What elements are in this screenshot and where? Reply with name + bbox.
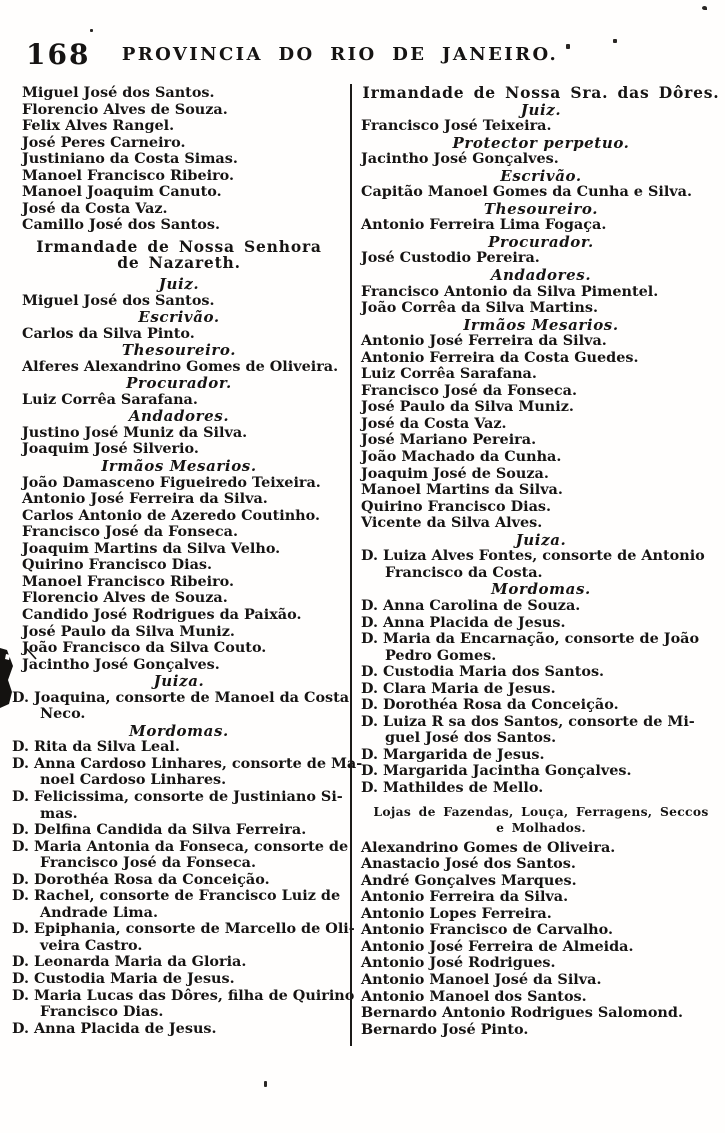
- person-name-line: D. Epiphania, consorte de Marcello de Oli-: [12, 920, 355, 938]
- pen-tick-mark: [26, 648, 37, 660]
- person-name-line: D. Dorothéa Rosa da Conceição.: [12, 870, 270, 888]
- person-name-line: João Machado da Cunha.: [361, 448, 562, 466]
- person-name-line: D. Felicissima, consorte de Justiniano Si-: [12, 787, 343, 805]
- person-name-continuation: Andrade Lima.: [40, 903, 158, 921]
- section-heading-line: Irmandade de Nossa Sra. das Dôres.: [362, 83, 720, 102]
- person-name-line: Antonio Ferreira da Costa Guedes.: [361, 348, 639, 366]
- person-name-line: José Peres Carneiro.: [22, 133, 186, 151]
- person-name-line: Joaquim José Silverio.: [22, 440, 199, 458]
- person-name-line: D. Mathildes de Mello.: [361, 778, 544, 796]
- person-name-line: D. Custodia Maria dos Santos.: [361, 663, 605, 681]
- person-name-line: Justiniano da Costa Simas.: [22, 150, 238, 168]
- person-name-line: Antonio José Rodrigues.: [361, 954, 556, 972]
- person-name-continuation: Neco.: [40, 705, 86, 723]
- person-name-line: Antonio Ferreira Lima Fogaça.: [361, 216, 607, 234]
- section-heading-line: Irmandade de Nossa Senhora: [36, 236, 322, 256]
- person-name-line: Francisco José da Fonseca.: [22, 523, 238, 541]
- person-name-line: José Paulo da Silva Muniz.: [22, 622, 235, 640]
- person-name-line: Miguel José dos Santos.: [22, 84, 215, 101]
- person-name-line: Antonio Ferreira da Silva.: [361, 888, 569, 906]
- person-name-continuation: guel José dos Santos.: [385, 729, 557, 747]
- scan-speck: [264, 1081, 267, 1087]
- person-name-line: Antonio Manoel dos Santos.: [361, 987, 587, 1005]
- person-name-line: D. Leonarda Maria da Gloria.: [12, 953, 247, 971]
- scan-speck: [702, 6, 707, 10]
- subsection-heading-line: Lojas de Fazendas, Louça, Ferragens, Seccos: [373, 803, 709, 819]
- person-name-continuation: veira Castro.: [40, 936, 143, 954]
- person-name-line: Florencio Alves de Souza.: [22, 589, 228, 607]
- person-name-continuation: Francisco da Costa.: [385, 563, 543, 581]
- person-name-line: Manoel Francisco Ribeiro.: [22, 572, 235, 590]
- person-name-line: Felix Alves Rangel.: [22, 117, 175, 135]
- person-name-line: Candido José Rodrigues da Paixão.: [22, 605, 302, 623]
- person-name-line: Francisco José Teixeira.: [361, 117, 552, 135]
- person-name-line: Manoel Joaquim Canuto.: [22, 183, 222, 201]
- person-name-line: Joaquim José de Souza.: [361, 464, 549, 482]
- person-name-line: Alexandrino Gomes de Oliveira.: [361, 838, 616, 856]
- person-name-line: Antonio Lopes Ferreira.: [361, 904, 552, 922]
- role-heading: Procurador.: [488, 232, 594, 251]
- person-name-line: André Gonçalves Marques.: [361, 871, 577, 889]
- person-name-line: Jacintho José Gonçalves.: [22, 655, 220, 673]
- person-name-line: Francisco José da Fonseca.: [361, 381, 577, 399]
- ink-blot: [0, 640, 22, 720]
- person-name-line: D. Margarida Jacintha Gonçalves.: [361, 762, 632, 780]
- person-name-line: Camillo José dos Santos.: [22, 216, 220, 234]
- person-name-line: João Damasceno Figueiredo Teixeira.: [22, 473, 321, 491]
- scan-speck: [90, 29, 93, 32]
- role-heading: Andadores.: [490, 266, 592, 285]
- person-name-line: Vicente da Silva Alves.: [361, 514, 543, 532]
- person-name-line: Florencio Alves de Souza.: [22, 100, 228, 118]
- section-heading-line: de Nazareth.: [117, 253, 241, 273]
- person-name-line: Antonio Francisco de Carvalho.: [361, 921, 614, 939]
- person-name-line: João Corrêa da Silva Martins.: [361, 299, 598, 317]
- person-name-line: D. Luiza R sa dos Santos, consorte de Mi-: [361, 712, 695, 730]
- role-heading: Escrivão.: [138, 308, 220, 327]
- role-heading: Juiz.: [520, 100, 562, 119]
- right-column: [350, 84, 725, 1046]
- role-heading: Thesoureiro.: [121, 341, 237, 360]
- person-name-line: D. Anna Placida de Jesus.: [12, 1019, 217, 1037]
- role-heading: Mordomas.: [129, 721, 229, 740]
- scan-speck: [566, 44, 570, 49]
- role-heading: Irmãos Mesarios.: [463, 315, 619, 334]
- person-name-line: Luiz Corrêa Sarafana.: [361, 365, 537, 383]
- person-name-line: Antonio José Ferreira da Silva.: [361, 332, 607, 350]
- person-name-line: José da Costa Vaz.: [361, 414, 507, 432]
- person-name-line: Bernardo Antonio Rodrigues Salomond.: [361, 1004, 683, 1022]
- page-title: PROVINCIA DO RIO DE JANEIRO.: [121, 44, 559, 65]
- page-header: [0, 38, 725, 76]
- person-name-line: Quirino Francisco Dias.: [361, 497, 552, 515]
- person-name-line: Antonio José Ferreira da Silva.: [22, 490, 268, 508]
- person-name-line: D. Joaquina, consorte de Manoel da Costa: [12, 688, 350, 706]
- person-name-line: José da Costa Vaz.: [22, 199, 168, 217]
- person-name-line: Capitão Manoel Gomes da Cunha e Silva.: [361, 183, 692, 201]
- role-heading: Andadores.: [128, 407, 230, 426]
- person-name-line: D. Clara Maria de Jesus.: [361, 679, 556, 697]
- person-name-line: José Mariano Pereira.: [361, 431, 537, 449]
- role-heading: Protector perpetuo.: [452, 133, 630, 152]
- left-column: [0, 84, 363, 1037]
- role-heading: Thesoureiro.: [483, 199, 599, 218]
- person-name-line: Jacintho José Gonçalves.: [361, 150, 559, 168]
- person-name-line: José Paulo da Silva Muniz.: [361, 398, 574, 416]
- person-name-line: D. Margarida de Jesus.: [361, 745, 545, 763]
- person-name-line: D. Maria da Encarnação, consorte de João: [361, 630, 700, 648]
- person-name-line: Luiz Corrêa Sarafana.: [22, 390, 198, 408]
- person-name-line: D. Maria Antonia da Fonseca, consorte de: [12, 837, 349, 855]
- person-name-continuation: Francisco José da Fonseca.: [40, 854, 256, 872]
- person-name-line: Carlos da Silva Pinto.: [22, 324, 195, 342]
- person-name-line: D. Custodia Maria de Jesus.: [12, 969, 235, 987]
- person-name-line: D. Rachel, consorte de Francisco Luiz de: [12, 887, 341, 905]
- person-name-line: D. Anna Placida de Jesus.: [361, 613, 566, 631]
- person-name-continuation: mas.: [40, 804, 78, 822]
- page-number: 168: [26, 38, 91, 71]
- person-name-line: Miguel José dos Santos.: [22, 291, 215, 309]
- scan-speck: [613, 39, 617, 43]
- person-name-line: D. Delfina Candida da Silva Ferreira.: [12, 821, 307, 839]
- person-name-line: D. Dorothéa Rosa da Conceição.: [361, 696, 619, 714]
- person-name-line: Antonio Manoel José da Silva.: [361, 970, 602, 988]
- role-heading: Juiza.: [153, 672, 205, 691]
- role-heading: Escrivão.: [500, 166, 582, 185]
- role-heading: Juiza.: [515, 530, 567, 549]
- role-heading: Irmãos Mesarios.: [101, 457, 257, 476]
- person-name-line: Alferes Alexandrino Gomes de Oliveira.: [22, 357, 339, 375]
- person-name-line: Anastacio José dos Santos.: [361, 855, 576, 873]
- person-name-line: Manoel Martins da Silva.: [361, 481, 563, 499]
- role-heading: Mordomas.: [491, 580, 591, 599]
- person-name-line: Justino José Muniz da Silva.: [22, 423, 248, 441]
- person-name-continuation: Francisco Dias.: [40, 1003, 164, 1021]
- person-name-line: D. Maria Lucas das Dôres, filha de Quirino: [12, 986, 355, 1004]
- role-heading: Procurador.: [126, 374, 232, 393]
- person-name-line: Manoel Francisco Ribeiro.: [22, 166, 235, 184]
- person-name-line: D. Rita da Silva Leal.: [12, 738, 180, 756]
- person-name-line: Bernardo José Pinto.: [361, 1020, 529, 1038]
- person-name-continuation: noel Cardoso Linhares.: [40, 771, 227, 789]
- subsection-heading-line: e Molhados.: [496, 820, 586, 836]
- person-name-line: D. Luiza Alves Fontes, consorte de Antonio: [361, 547, 705, 565]
- role-heading: Juiz.: [158, 275, 200, 294]
- person-name-line: Francisco Antonio da Silva Pimentel.: [361, 282, 659, 300]
- person-name-continuation: Pedro Gomes.: [385, 646, 497, 664]
- person-name-line: Joaquim Martins da Silva Velho.: [22, 539, 281, 557]
- person-name-line: José Custodio Pereira.: [361, 249, 540, 267]
- person-name-line: Antonio José Ferreira de Almeida.: [361, 937, 634, 955]
- person-name-line: Carlos Antonio de Azeredo Coutinho.: [22, 506, 320, 524]
- person-name-line: D. Anna Carolina de Souza.: [361, 596, 581, 614]
- person-name-line: Quirino Francisco Dias.: [22, 556, 213, 574]
- person-name-line: D. Anna Cardoso Linhares, consorte de Ma-: [12, 754, 363, 772]
- two-column-text-block: [0, 84, 725, 1046]
- person-name-line: João Francisco da Silva Couto.: [22, 639, 267, 657]
